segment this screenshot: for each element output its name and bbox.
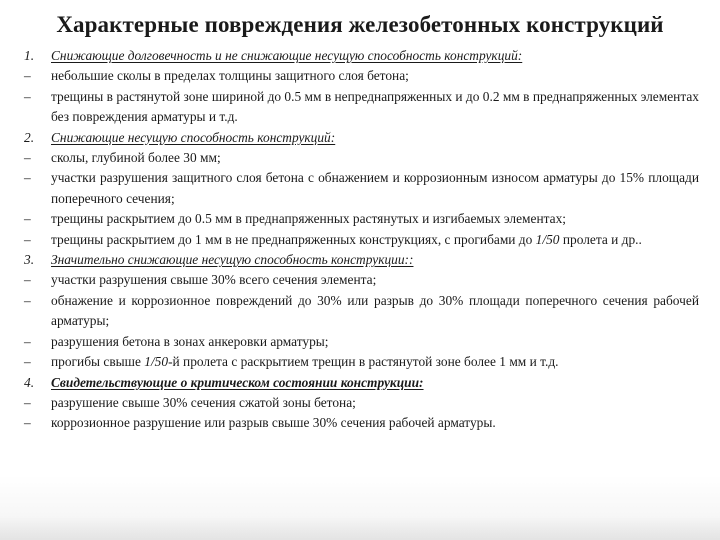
item-text: участки разрушения свыше 30% всего сечения элемента; [51,272,377,288]
list-item [24,332,699,352]
item-text-part: -й пролета с раскрытием трещин в растянутой зоне более 1 мм и т.д. [168,354,559,370]
section-number: 1. [24,48,35,63]
item-text: участки разрушения защитного слоя бетона с обнажением и коррозионным износом арматуры до 15% площади поперечного сечения; [51,170,699,206]
dash-marker: – [24,415,31,431]
list-item [24,270,699,290]
deflection-value: 1/50 [535,231,560,247]
list-item [24,352,699,372]
item-text [51,352,699,372]
dash-marker: – [24,394,31,410]
list-item [24,168,699,209]
item-text-part: пролета и др.. [559,231,642,247]
dash-marker: – [24,211,31,227]
section-heading [24,46,699,66]
list-item [24,87,699,128]
damage-list [24,46,699,434]
item-text: сколы, глубиной более 30 мм; [51,150,221,166]
item-text: трещины раскрытием до 0.5 мм в преднапряженных растянутых и изгибаемых элементах; [51,211,566,227]
item-text: коррозионное разрушение или разрыв свыше 30% сечения рабочей арматуры. [51,415,496,431]
item-text-part: прогибы свыше [51,354,145,370]
deflection-value: 1/50 [144,354,169,370]
list-item [24,66,699,86]
dash-marker: – [24,88,31,104]
item-text: разрушение свыше 30% сечения сжатой зоны бетона; [51,394,356,410]
item-text [51,230,699,250]
section-heading [24,128,699,148]
section-title: Свидетельствующие о критическом состоянии конструкции: [51,374,424,390]
section-heading [24,250,699,270]
item-text-part: трещины раскрытием до 1 мм в не преднапряженных конструкциях, с прогибами до [51,231,536,247]
dash-marker: – [24,292,31,308]
dash-marker: – [24,272,31,288]
dash-marker: – [24,333,31,349]
dash-marker: – [24,150,31,166]
dash-marker: – [24,68,31,84]
list-item [24,230,699,250]
list-item [24,393,699,413]
section-number: 4. [24,374,35,390]
section-heading [24,373,699,393]
dash-marker: – [24,231,31,247]
list-item [24,148,699,168]
item-text: трещины в растянутой зоне шириной до 0.5 мм в непреднапряженных и до 0.2 мм в преднапряженных элементах без повреждения арматуры и т.д. [51,88,699,125]
item-text: обнажение и коррозионное повреждений до 30% или разрыв до 30% площади поперечного сечения рабочей арматуры; [51,292,699,329]
list-item [24,413,699,433]
section-title: Значительно снижающие несущую способность конструкции:: [51,252,414,268]
section-number: 3. [24,252,35,268]
bottom-shadow [0,516,720,540]
page-title: Характерные повреждения железобетонных конструкций [56,12,664,37]
section-title: Снижающие несущую способность конструкций: [51,129,336,145]
item-text: небольшие сколы в пределах толщины защитного слоя бетона; [51,68,409,84]
section-number: 2. [24,129,35,145]
dash-marker: – [24,354,31,370]
dash-marker: – [24,170,31,186]
list-item [24,209,699,229]
section-title: Снижающие долговечность и не снижающие несущую способность конструкций: [51,48,523,63]
item-text: разрушения бетона в зонах анкеровки арматуры; [51,333,329,349]
list-item [24,291,699,332]
